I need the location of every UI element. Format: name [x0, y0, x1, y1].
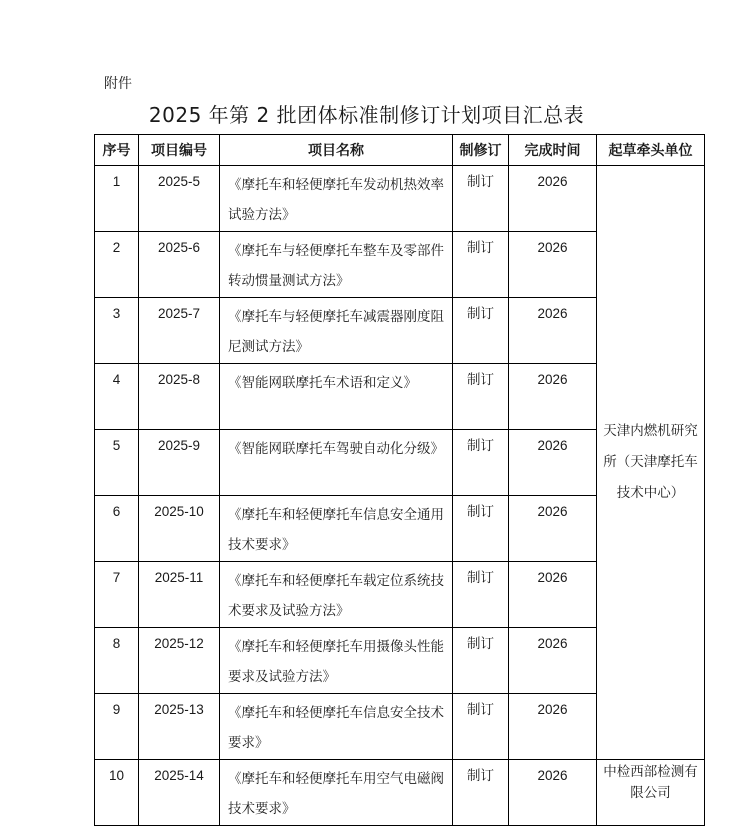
- cell-seq: 7: [95, 562, 139, 628]
- cell-name: 《摩托车和轻便摩托车发动机热效率试验方法》: [220, 166, 453, 232]
- cell-year: 2026: [509, 562, 597, 628]
- cell-seq: 4: [95, 364, 139, 430]
- cell-type: 制订: [453, 430, 509, 496]
- cell-year: 2026: [509, 694, 597, 760]
- cell-year: 2026: [509, 496, 597, 562]
- cell-year: 2026: [509, 430, 597, 496]
- cell-type: 制订: [453, 694, 509, 760]
- cell-code: 2025-5: [139, 166, 220, 232]
- cell-year: 2026: [509, 628, 597, 694]
- cell-type: 制订: [453, 232, 509, 298]
- cell-code: 2025-6: [139, 232, 220, 298]
- cell-seq: 1: [95, 166, 139, 232]
- header-code: 项目编号: [139, 135, 220, 166]
- cell-type: 制订: [453, 562, 509, 628]
- cell-year: 2026: [509, 298, 597, 364]
- cell-name: 《摩托车和轻便摩托车用空气电磁阀技术要求》: [220, 760, 453, 826]
- header-org: 起草牵头单位: [597, 135, 705, 166]
- cell-org-group-2: 中检西部检测有限公司: [597, 760, 705, 826]
- cell-seq: 10: [95, 760, 139, 826]
- cell-name: 《摩托车和轻便摩托车信息安全通用技术要求》: [220, 496, 453, 562]
- cell-seq: 3: [95, 298, 139, 364]
- cell-seq: 2: [95, 232, 139, 298]
- header-type: 制修订: [453, 135, 509, 166]
- cell-name: 《摩托车与轻便摩托车整车及零部件转动惯量测试方法》: [220, 232, 453, 298]
- table-row: [95, 760, 705, 826]
- cell-year: 2026: [509, 760, 597, 826]
- table-row: [95, 166, 705, 232]
- cell-name: 《摩托车和轻便摩托车载定位系统技术要求及试验方法》: [220, 562, 453, 628]
- cell-code: 2025-13: [139, 694, 220, 760]
- cell-type: 制订: [453, 166, 509, 232]
- cell-year: 2026: [509, 232, 597, 298]
- cell-code: 2025-8: [139, 364, 220, 430]
- header-name: 项目名称: [220, 135, 453, 166]
- attachment-label: 附件: [104, 76, 132, 92]
- cell-name: 《智能网联摩托车术语和定义》: [220, 364, 453, 430]
- cell-type: 制订: [453, 496, 509, 562]
- cell-org-group-1: 天津内燃机研究所（天津摩托车技术中心）: [597, 166, 705, 760]
- header-year: 完成时间: [509, 135, 597, 166]
- cell-name: 《摩托车与轻便摩托车减震器刚度阻尼测试方法》: [220, 298, 453, 364]
- cell-code: 2025-14: [139, 760, 220, 826]
- cell-code: 2025-9: [139, 430, 220, 496]
- cell-code: 2025-10: [139, 496, 220, 562]
- cell-seq: 9: [95, 694, 139, 760]
- cell-seq: 6: [95, 496, 139, 562]
- cell-seq: 5: [95, 430, 139, 496]
- cell-type: 制订: [453, 298, 509, 364]
- cell-code: 2025-11: [139, 562, 220, 628]
- cell-type: 制订: [453, 364, 509, 430]
- cell-type: 制订: [453, 760, 509, 826]
- project-summary-table: [94, 134, 705, 826]
- cell-code: 2025-7: [139, 298, 220, 364]
- cell-name: 《摩托车和轻便摩托车用摄像头性能要求及试验方法》: [220, 628, 453, 694]
- cell-year: 2026: [509, 364, 597, 430]
- cell-name: 《智能网联摩托车驾驶自动化分级》: [220, 430, 453, 496]
- document-title: 2025 年第 2 批团体标准制修订计划项目汇总表: [148, 103, 585, 127]
- header-seq: 序号: [95, 135, 139, 166]
- cell-type: 制订: [453, 628, 509, 694]
- cell-name: 《摩托车和轻便摩托车信息安全技术要求》: [220, 694, 453, 760]
- cell-code: 2025-12: [139, 628, 220, 694]
- cell-seq: 8: [95, 628, 139, 694]
- cell-year: 2026: [509, 166, 597, 232]
- table-header-row: [95, 135, 705, 166]
